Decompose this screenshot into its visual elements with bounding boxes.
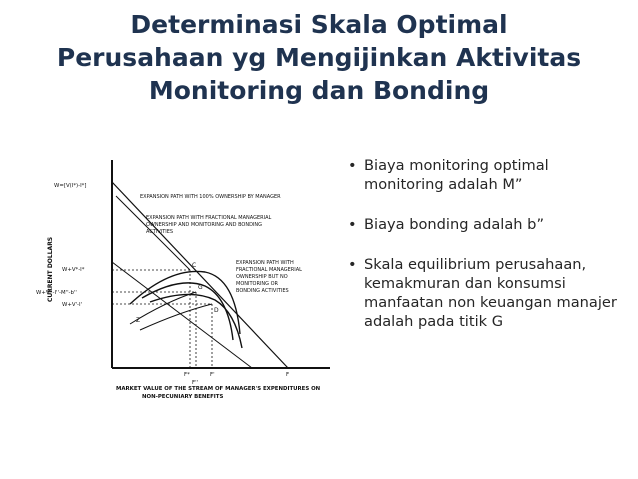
path-no-monitoring — [140, 304, 212, 330]
x-tick-f-star: F* — [184, 372, 190, 378]
annotation-no-monitor-2: FRACTIONAL MANAGERIAL — [236, 267, 302, 273]
annotation-no-monitor-1: EXPANSION PATH WITH — [236, 260, 294, 266]
point-c: C — [192, 262, 197, 269]
x-axis-label-line-2: NON-PECUNIARY BENEFITS — [142, 394, 224, 400]
y-label-v3: W+V'-I' — [62, 302, 83, 308]
bullet-dot-icon: • — [348, 256, 357, 273]
annotation-no-monitor-3: OWNERSHIP BUT NO — [236, 274, 288, 280]
indifference-curve-1 — [130, 271, 240, 334]
annotation-no-monitor-5: BONDING ACTIVITIES — [236, 288, 289, 294]
bullet-text: Biaya bonding adalah b” — [364, 216, 544, 233]
bullet-dot-icon: • — [348, 157, 357, 174]
bullet-item — [348, 255, 633, 331]
bullet-item — [348, 215, 633, 234]
x-axis-label-line-1: MARKET VALUE OF THE STREAM OF MANAGER'S EXPENDITURES ON — [116, 386, 321, 392]
annotation-path-100: EXPANSION PATH WITH 100% OWNERSHIP BY MANAGER — [140, 194, 281, 200]
annotation-fractional-1: EXPANSION PATH WITH FRACTIONAL MANAGERIAL — [146, 215, 272, 221]
y-label-v1: W+V*-I* — [62, 267, 85, 273]
title-line-1: Determinasi Skala Optimal — [130, 10, 508, 39]
point-z: Z — [136, 317, 141, 324]
bullet-list — [348, 156, 633, 352]
bullet-item — [348, 156, 633, 194]
y-axis-label: CURRENT DOLLARS — [47, 236, 54, 302]
y-label-v2: W+V''-I''-M''-b'' — [36, 290, 77, 296]
y-label-top: W=[V(I*)-I*] — [54, 183, 87, 189]
economic-diagram-figure — [30, 152, 346, 404]
bullet-dot-icon: • — [348, 216, 357, 233]
budget-line-second — [112, 262, 252, 368]
x-tick-f-1: F' — [210, 372, 215, 378]
title-line-3: Monitoring dan Bonding — [148, 76, 490, 105]
annotation-fractional-2: OWNERSHIP AND MONITORING AND BONDING — [146, 222, 263, 228]
annotation-no-monitor-4: MONITORING OR — [236, 281, 279, 287]
point-g: G — [198, 284, 203, 291]
x-tick-f: F — [286, 372, 290, 378]
x-tick-f-2: F'' — [192, 380, 199, 386]
point-d: D — [214, 307, 219, 314]
annotation-fractional-3: ACTIVITIES — [146, 229, 174, 235]
slide-title — [0, 8, 638, 107]
title-line-2: Perusahaan yg Mengijinkan Aktivitas — [56, 43, 582, 72]
bullet-text: Biaya monitoring optimal monitoring adalah M” — [364, 157, 549, 193]
bullet-text: Skala equilibrium perusahaan, kemakmuran dan konsumsi manfaatan non keuangan manajer adalah pada titik G — [364, 256, 617, 330]
diagram-svg — [30, 152, 346, 404]
